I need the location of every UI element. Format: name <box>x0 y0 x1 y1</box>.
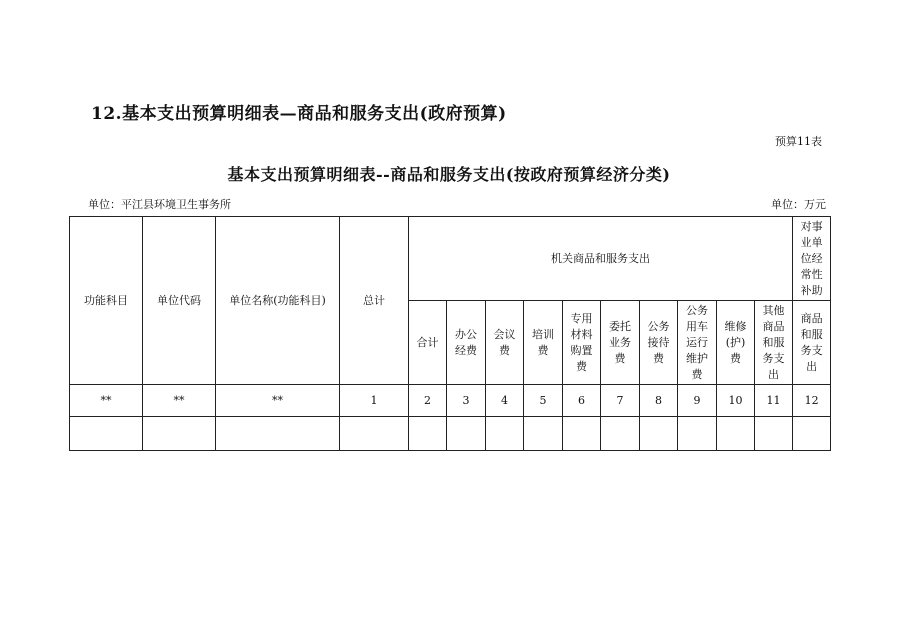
header-row-1 <box>70 217 831 301</box>
table-cell <box>755 417 793 451</box>
header-commission-expense: 委托 业务 费 <box>601 301 640 385</box>
table-cell <box>524 417 563 451</box>
table-cell: 12 <box>793 385 831 417</box>
table-cell <box>486 417 524 451</box>
header-reception-expense: 公务 接待 费 <box>640 301 678 385</box>
unit-name-line <box>88 196 231 212</box>
budget-detail-table <box>69 216 831 451</box>
table-cell: 2 <box>409 385 447 417</box>
table-cell <box>143 417 216 451</box>
header-subsidy: 对事 业单 位经 常性 补助 <box>793 217 831 301</box>
header-training-expense: 培训 费 <box>524 301 563 385</box>
table-cell: 10 <box>717 385 755 417</box>
header-func-subject: 功能科目 <box>70 217 143 385</box>
table-cell: 9 <box>678 385 717 417</box>
table-title: 基本支出预算明细表--商品和服务支出(按政府预算经济分类) <box>227 165 671 184</box>
table-cell <box>70 417 143 451</box>
currency-unit-label: 单位： <box>771 198 804 211</box>
table-cell <box>340 417 409 451</box>
table-cell <box>793 417 831 451</box>
header-meeting-expense: 会议 费 <box>486 301 524 385</box>
header-materials-expense: 专用 材料 购置 费 <box>563 301 601 385</box>
table-cell <box>447 417 486 451</box>
table-cell <box>601 417 640 451</box>
table-number: 预算11表 <box>775 135 822 148</box>
table-cell: 3 <box>447 385 486 417</box>
table-row <box>70 417 831 451</box>
table-cell <box>216 417 340 451</box>
table-cell: 4 <box>486 385 524 417</box>
header-maintenance-expense: 维修 (护) 费 <box>717 301 755 385</box>
header-vehicle-expense: 公务 用车 运行 维护 费 <box>678 301 717 385</box>
table-cell: 7 <box>601 385 640 417</box>
table-cell <box>717 417 755 451</box>
table-cell: ** <box>70 385 143 417</box>
table-cell <box>678 417 717 451</box>
table-cell <box>640 417 678 451</box>
currency-unit-line <box>771 196 826 212</box>
header-other-expense: 其他 商品 和服 务支 出 <box>755 301 793 385</box>
table-cell: 8 <box>640 385 678 417</box>
header-total: 总计 <box>340 217 409 385</box>
header-office-expense: 办公 经费 <box>447 301 486 385</box>
table-cell: ** <box>143 385 216 417</box>
page-heading: 12.基本支出预算明细表—商品和服务支出(政府预算) <box>91 104 507 124</box>
currency-unit-value: 万元 <box>804 198 826 211</box>
header-subsidy-goods-services: 商品 和服 务支 出 <box>793 301 831 385</box>
table-cell: 11 <box>755 385 793 417</box>
table-row <box>70 385 831 417</box>
unit-name-value: 平江县环境卫生事务所 <box>121 198 231 211</box>
unit-name-label: 单位： <box>88 198 121 211</box>
table-cell <box>409 417 447 451</box>
header-org-goods-services: 机关商品和服务支出 <box>409 217 793 301</box>
header-unit-code: 单位代码 <box>143 217 216 385</box>
table-cell: 1 <box>340 385 409 417</box>
header-unit-name: 单位名称(功能科目) <box>216 217 340 385</box>
table-cell: ** <box>216 385 340 417</box>
table-cell <box>563 417 601 451</box>
header-subtotal: 合计 <box>409 301 447 385</box>
table-cell: 5 <box>524 385 563 417</box>
table-cell: 6 <box>563 385 601 417</box>
